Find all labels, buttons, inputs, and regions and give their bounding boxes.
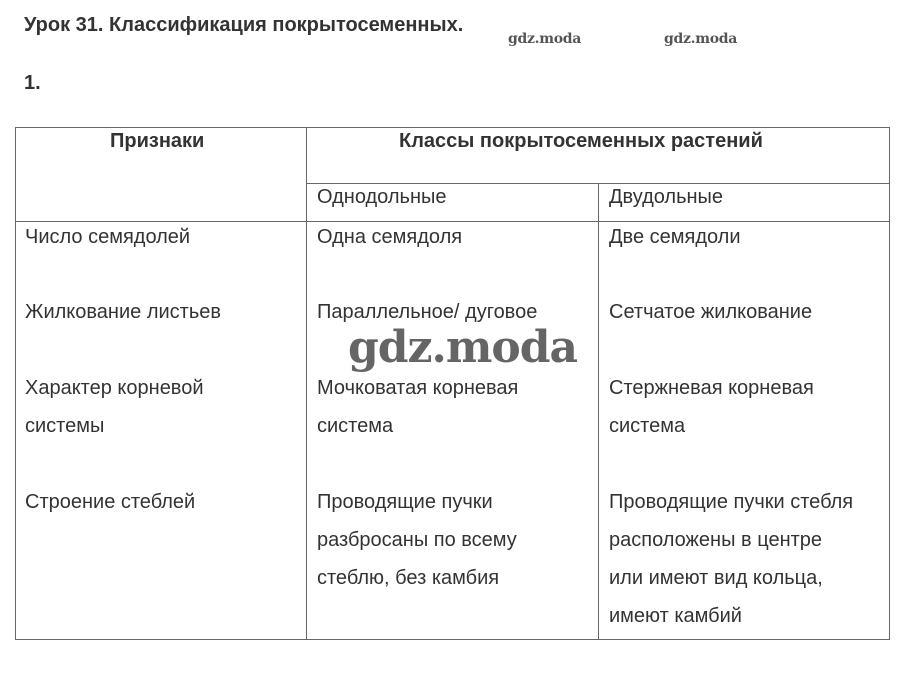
row3-monocots-line2: система	[317, 415, 394, 437]
task-number: 1.	[24, 72, 41, 94]
header-features: Признаки	[110, 130, 205, 152]
row1-dicots: Две семядоли	[609, 226, 741, 248]
lesson-title: Урок 31. Классификация покрытосеменных.	[24, 14, 464, 36]
row4-dicots-line2: расположены в центре	[609, 529, 823, 551]
header-classes: Классы покрытосеменных растений	[399, 130, 763, 152]
row3-dicots-line2: система	[609, 415, 686, 437]
table-divider-col1	[306, 128, 307, 639]
watermark-small-2: gdz.moda	[664, 31, 738, 47]
row3-feature-line2: системы	[25, 415, 105, 437]
row1-feature: Число семядолей	[25, 226, 191, 248]
header-monocots: Однодольные	[317, 186, 447, 208]
row1-monocots: Одна семядоля	[317, 226, 463, 248]
table-divider-col2	[598, 183, 599, 639]
watermark-big: gdz.moda	[348, 322, 578, 373]
row4-dicots-line3: или имеют вид кольца,	[609, 567, 823, 589]
row4-feature: Строение стеблей	[25, 491, 196, 513]
row3-feature-line1: Характер корневой	[25, 377, 204, 399]
row2-dicots: Сетчатое жилкование	[609, 301, 813, 323]
row2-monocots: Параллельное/ дуговое	[317, 301, 538, 323]
row4-monocots-line1: Проводящие пучки	[317, 491, 493, 513]
row3-monocots-line1: Мочковатая корневая	[317, 377, 519, 399]
row4-monocots-line3: стеблю, без камбия	[317, 567, 500, 589]
row4-dicots-line1: Проводящие пучки стебля	[609, 491, 854, 513]
row3-dicots-line1: Стержневая корневая	[609, 377, 814, 399]
row2-feature: Жилкование листьев	[25, 301, 221, 323]
row4-dicots-line4: имеют камбий	[609, 605, 742, 627]
classification-table	[15, 127, 890, 640]
row4-monocots-line2: разбросаны по всему	[317, 529, 517, 551]
header-dicots: Двудольные	[609, 186, 724, 208]
watermark-small-1: gdz.moda	[508, 31, 582, 47]
